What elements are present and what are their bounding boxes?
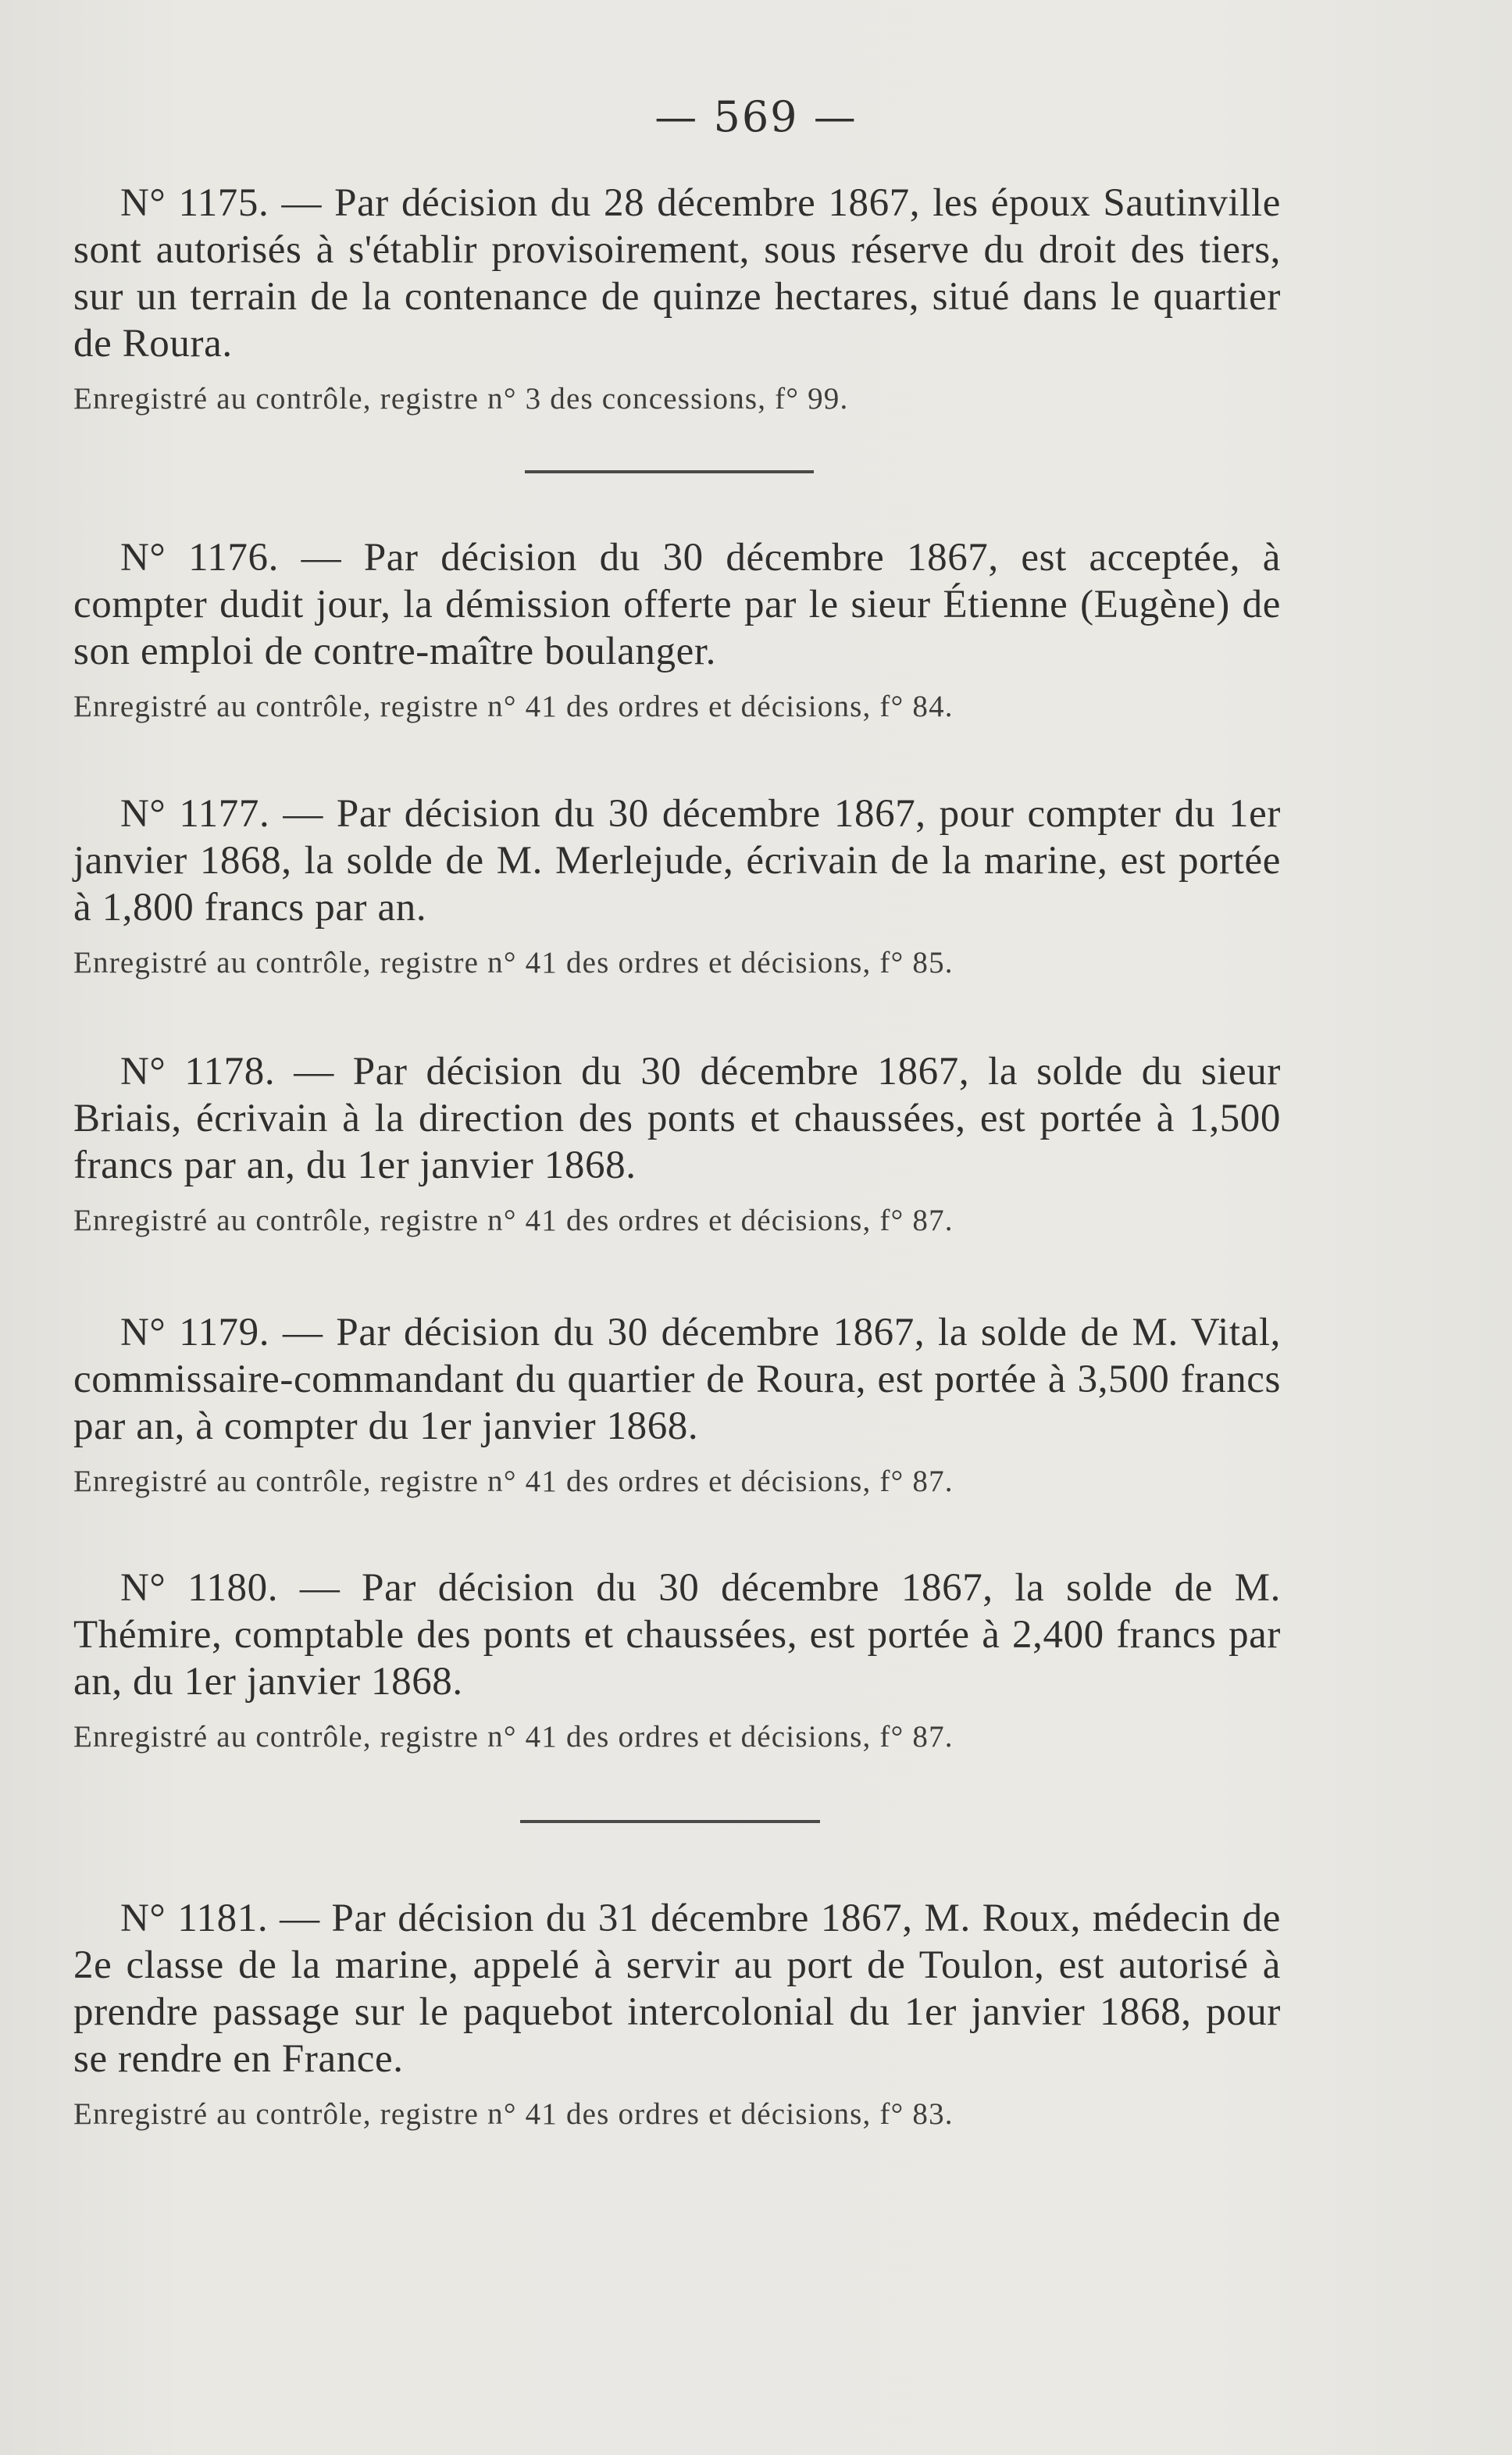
page-number: — 569 — bbox=[654, 92, 858, 141]
registration-note: Enregistré au contrôle, registre n° 41 des ordres et décisions, f° 87. bbox=[73, 1465, 954, 1498]
decision-entry-1180 bbox=[73, 1565, 1281, 1757]
decision-body: — Par décision du 30 décembre 1867, la solde de M. Thémire, comptable des ponts et chaussées, est portée à 2,400 francs par an, du 1er janvier 1868. bbox=[73, 1566, 1281, 1704]
decision-number: N° 1180. bbox=[120, 1566, 279, 1610]
decision-text bbox=[73, 1309, 1281, 1450]
decision-number: N° 1178. bbox=[120, 1050, 276, 1094]
registration-note: Enregistré au contrôle, registre n° 41 des ordres et décisions, f° 83. bbox=[73, 2097, 954, 2131]
decision-number: N° 1175. bbox=[120, 181, 269, 225]
decision-body: — Par décision du 30 décembre 1867, pour compter du 1er janvier 1868, la solde de M. Merlejude, écrivain de la marine, est portée à 1,800 francs par an. bbox=[73, 792, 1281, 930]
decision-entry-1177 bbox=[73, 790, 1281, 983]
decision-text bbox=[73, 180, 1281, 367]
registration-note: Enregistré au contrôle, registre n° 41 des ordres et décisions, f° 84. bbox=[73, 690, 954, 723]
decision-entry-1176 bbox=[73, 534, 1281, 726]
decision-body: — Par décision du 30 décembre 1867, la solde de M. Vital, commissaire-commandant du quartier de Roura, est portée à 3,500 francs par an, à compter du 1er janvier 1868. bbox=[73, 1311, 1282, 1448]
decision-text bbox=[73, 1048, 1281, 1189]
decision-number: N° 1179. bbox=[120, 1311, 270, 1354]
decision-entry-1178 bbox=[73, 1048, 1281, 1240]
section-divider bbox=[520, 1820, 820, 1823]
decision-entry-1179 bbox=[73, 1309, 1281, 1501]
registration-note: Enregistré au contrôle, registre n° 41 des ordres et décisions, f° 87. bbox=[73, 1204, 954, 1237]
registration-note: Enregistré au contrôle, registre n° 3 des concessions, f° 99. bbox=[73, 382, 849, 416]
decision-body: — Par décision du 30 décembre 1867, la solde du sieur Briais, écrivain à la direction des ponts et chaussées, est portée à 1,500 francs par an, du 1er janvier 1868. bbox=[73, 1050, 1281, 1187]
decision-text bbox=[73, 790, 1281, 931]
decision-number: N° 1177. bbox=[120, 792, 270, 836]
decision-entry-1181 bbox=[73, 1895, 1281, 2134]
section-divider bbox=[525, 470, 814, 473]
decision-text bbox=[73, 534, 1281, 675]
decision-text bbox=[73, 1565, 1281, 1705]
registration-note: Enregistré au contrôle, registre n° 41 des ordres et décisions, f° 85. bbox=[73, 946, 954, 980]
decision-text bbox=[73, 1895, 1281, 2082]
decision-entry-1175 bbox=[73, 180, 1281, 419]
decision-body: — Par décision du 30 décembre 1867, est acceptée, à compter dudit jour, la démission offerte par le sieur Étienne (Eugène) de son emploi de contre-maître boulanger. bbox=[73, 536, 1282, 673]
decision-body: — Par décision du 28 décembre 1867, les époux Sautinville sont autorisés à s'établir provisoirement, sous réserve du droit des tiers, sur un terrain de la contenance de quinze hectares, situé dans le quartier de Roura. bbox=[73, 181, 1281, 366]
decision-number: N° 1181. bbox=[120, 1897, 269, 1940]
decision-body: — Par décision du 31 décembre 1867, M. Roux, médecin de 2e classe de la marine, appelé à servir au port de Toulon, est autorisé à prendre passage sur le paquebot intercolonial du 1er janvier 1868, pour se rendre en France. bbox=[73, 1897, 1281, 2081]
registration-note: Enregistré au contrôle, registre n° 41 des ordres et décisions, f° 87. bbox=[73, 1720, 954, 1754]
decision-number: N° 1176. bbox=[120, 536, 279, 580]
